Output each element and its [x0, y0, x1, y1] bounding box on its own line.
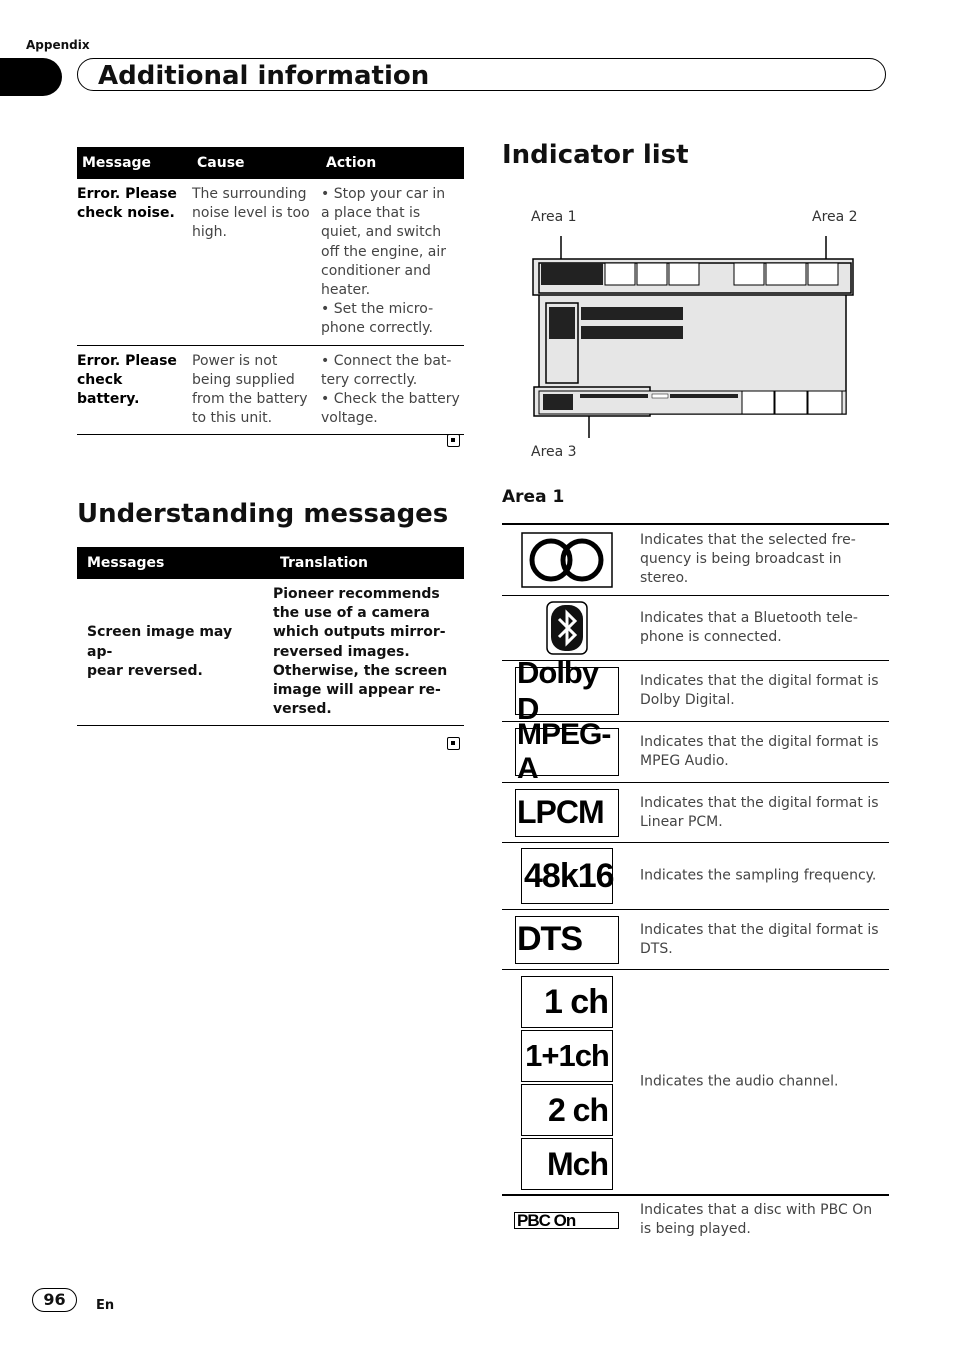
indicator-description [640, 531, 880, 589]
icon-cell [502, 596, 632, 660]
indicator-description [640, 733, 880, 771]
desc-line: DTS. [640, 940, 673, 957]
cell-line: Power is not [192, 352, 278, 369]
section-title: Additional information [98, 61, 430, 91]
dolby-d-icon: Dolby D [515, 667, 619, 715]
desc-line: phone is connected. [640, 629, 782, 645]
icon-cell [502, 910, 632, 969]
cell-line: pear reversed. [87, 662, 203, 679]
appendix-label: Appendix [26, 38, 90, 52]
cell-line: high. [192, 224, 227, 241]
area1-callout-label: Area 1 [531, 209, 577, 225]
bluetooth-icon [546, 601, 588, 655]
desc-line: Indicates that the digital format is [640, 794, 879, 811]
action-cell [321, 345, 464, 435]
cell-line: noise level is too [192, 205, 310, 222]
cell-line: being supplied [192, 371, 295, 388]
dts-icon: DTS [515, 916, 619, 964]
message-cell [77, 345, 192, 435]
icon-cell [502, 718, 632, 785]
action-cell [321, 179, 464, 345]
cell-line: quiet, and switch [321, 224, 442, 241]
cell-line: the use of a camera [273, 605, 430, 622]
table-row [77, 345, 464, 435]
cell-line: check battery. [77, 371, 140, 408]
channel-1plus1ch-icon: 1+1ch [521, 1030, 613, 1082]
indicator-description [640, 609, 880, 647]
lpcm-icon: LPCM [515, 789, 619, 837]
cell-line: • Connect the bat- [321, 352, 452, 369]
cell-line: which outputs mirror- [273, 624, 446, 641]
channel-icons-group [521, 976, 613, 1190]
indicator-description [640, 1072, 880, 1091]
desc-line: Indicates that a disc with PBC On [640, 1201, 873, 1218]
translation-cell [270, 579, 464, 726]
desc-line: Indicates that a Bluetooth tele- [640, 609, 858, 626]
cell-line: versed. [273, 701, 332, 718]
column-header-message: Message [77, 147, 192, 179]
column-header-cause: Cause [192, 147, 321, 179]
indicator-row-sampling [502, 842, 889, 909]
mpeg-a-icon: MPEG-A [515, 728, 619, 776]
desc-line: Indicates that the digital format is [640, 672, 879, 689]
column-header-messages: Messages [77, 547, 270, 579]
cell-line: conditioner and [321, 262, 431, 279]
language-code: En [96, 1298, 115, 1313]
icon-cell [502, 525, 632, 595]
icon-cell [502, 843, 632, 909]
pbc-on-icon: PBC On [514, 1212, 619, 1229]
cell-line: heater. [321, 282, 371, 299]
cell-line: • Set the micro- [321, 301, 434, 318]
cell-line: a place that is [321, 205, 421, 222]
sampling-48k16-icon: 48k16 [521, 848, 613, 904]
area3-callout-label: Area 3 [531, 444, 577, 460]
icon-cell [514, 1212, 619, 1229]
channel-2ch-icon: 2 ch [521, 1084, 613, 1136]
area1-heading: Area 1 [502, 487, 565, 507]
stereo-icon [521, 532, 613, 588]
cell-line: off the engine, air [321, 243, 446, 260]
indicator-row-pbc-on [502, 1196, 889, 1244]
cell-line: from the battery [192, 391, 308, 408]
message-cell [77, 579, 270, 726]
cell-line: Error. Please [77, 352, 177, 369]
indicator-description [640, 793, 880, 831]
indicator-row-stereo [502, 523, 889, 595]
desc-line: Indicates the sampling frequency. [640, 867, 877, 884]
cell-line: image will appear re- [273, 682, 441, 699]
area2-callout-label: Area 2 [812, 209, 858, 225]
cell-line: Pioneer recommends [273, 586, 440, 602]
cell-line: to this unit. [192, 410, 273, 427]
section-end-icon [447, 737, 460, 750]
desc-line: Indicates the audio channel. [640, 1073, 839, 1090]
section-end-icon [447, 434, 460, 447]
error-message-table [77, 147, 464, 435]
indicator-list-heading: Indicator list [502, 140, 689, 170]
desc-line: quency is being broadcast in [640, 551, 842, 568]
indicator-description [640, 672, 880, 710]
cause-cell [192, 179, 321, 345]
indicator-description [640, 920, 880, 958]
cell-line: reversed images. [273, 643, 410, 660]
column-header-translation: Translation [270, 547, 464, 579]
cell-line: Error. Please [77, 186, 177, 202]
icon-cell [502, 655, 632, 726]
table-row [77, 179, 464, 345]
desc-line: Indicates that the selected fre- [640, 532, 856, 549]
page-number: 96 [32, 1288, 77, 1312]
channel-1ch-icon: 1 ch [521, 976, 613, 1028]
table-header-row [77, 147, 464, 179]
desc-line: stereo. [640, 570, 689, 587]
indicator-description [640, 1201, 880, 1239]
indicator-row-mpeg-a [502, 718, 889, 785]
indicator-description [640, 866, 880, 885]
display-diagram [520, 230, 865, 440]
cell-line: • Stop your car in [321, 186, 446, 202]
understanding-messages-heading: Understanding messages [77, 499, 449, 529]
cell-line: Screen image may ap- [87, 624, 233, 660]
cell-line: phone correctly. [321, 320, 433, 337]
indicator-table [502, 523, 889, 1244]
desc-line: is being played. [640, 1221, 751, 1237]
cause-cell [192, 345, 321, 435]
desc-line: Dolby Digital. [640, 692, 735, 708]
cell-line: Otherwise, the screen [273, 662, 448, 679]
table-header-row [77, 547, 464, 579]
section-tab-marker [0, 58, 62, 96]
indicator-row-dolby-d [502, 655, 889, 726]
cell-line: voltage. [321, 410, 378, 427]
cell-line: check noise. [77, 205, 175, 222]
indicator-row-audio-channel [502, 969, 889, 1196]
cell-line: The surrounding [192, 186, 307, 202]
understanding-messages-table [77, 547, 464, 726]
icon-cell [502, 783, 632, 842]
table-row [77, 579, 464, 726]
cell-line: • Check the battery [321, 391, 460, 408]
cell-line: tery correctly. [321, 371, 418, 388]
indicator-row-bluetooth [502, 595, 889, 660]
channel-mch-icon: Mch [521, 1138, 613, 1190]
desc-line: Indicates that the digital format is [640, 733, 879, 750]
indicator-row-dts [502, 909, 889, 969]
message-cell [77, 179, 192, 345]
column-header-action: Action [321, 147, 464, 179]
desc-line: Indicates that the digital format is [640, 921, 879, 938]
desc-line: Linear PCM. [640, 813, 723, 830]
desc-line: MPEG Audio. [640, 753, 729, 769]
indicator-row-lpcm [502, 782, 889, 842]
